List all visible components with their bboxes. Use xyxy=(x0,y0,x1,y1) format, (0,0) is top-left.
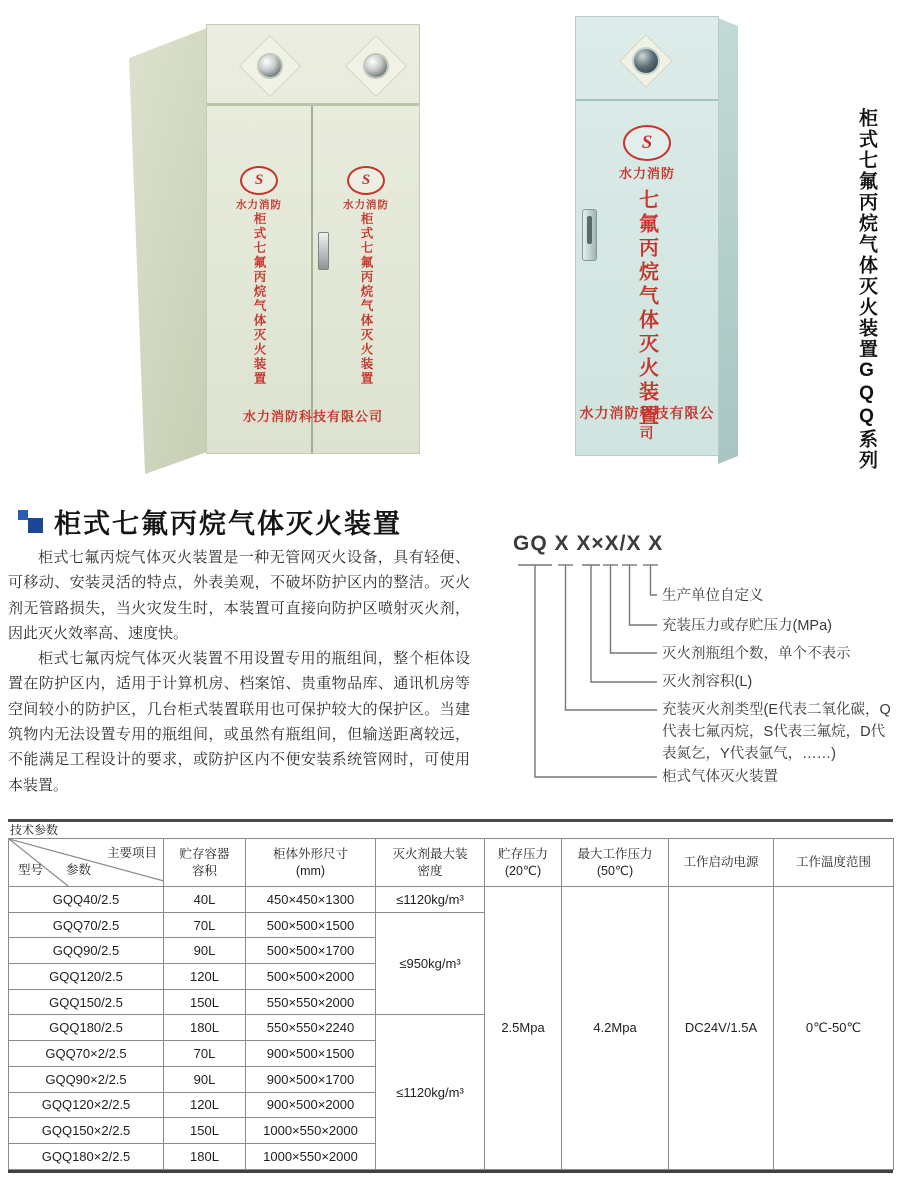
code-label: 生产单位自定义 xyxy=(662,588,764,604)
left-cabinet-doors xyxy=(207,106,419,453)
dims-cell: 500×500×1700 xyxy=(246,938,376,964)
nozzle-plate xyxy=(345,35,407,97)
table-row xyxy=(9,887,894,913)
volume-cell: 150L xyxy=(164,1118,246,1144)
corner-label-model: 型号 xyxy=(18,863,44,878)
model-cell: GQQ150/2.5 xyxy=(9,989,164,1015)
density-cell: ≤950kg/m³ xyxy=(376,912,485,1015)
brand-name: 水力消防 xyxy=(236,199,282,211)
column-header: 柜体外形尺寸 (mm) xyxy=(246,839,376,887)
nozzle-plate xyxy=(239,35,301,97)
volume-cell: 180L xyxy=(164,1015,246,1041)
section-title: 柜式七氟丙烷气体灭火装置 xyxy=(54,509,402,539)
model-cell: GQQ90/2.5 xyxy=(9,938,164,964)
dims-cell: 450×450×1300 xyxy=(246,887,376,913)
door-handle-icon xyxy=(318,232,329,270)
brand-logo-icon xyxy=(347,166,385,195)
right-cabinet-side-panel xyxy=(718,18,738,464)
volume-cell: 70L xyxy=(164,912,246,938)
model-cell: GQQ90×2/2.5 xyxy=(9,1066,164,1092)
dims-cell: 500×500×1500 xyxy=(246,912,376,938)
model-cell: GQQ180/2.5 xyxy=(9,1015,164,1041)
brand-logo xyxy=(313,166,419,212)
code-label: 柜式气体灭火装置 xyxy=(662,769,778,785)
left-cabinet-photo xyxy=(125,22,455,480)
model-cell: GQQ120/2.5 xyxy=(9,964,164,990)
start-power-cell: DC24V/1.5A xyxy=(669,887,774,1170)
volume-cell: 90L xyxy=(164,938,246,964)
density-cell: ≤1120kg/m³ xyxy=(376,887,485,913)
code-label: 灭火剂瓶组个数，单个不表示 xyxy=(662,646,851,662)
company-name: 水力消防科技有限公司 xyxy=(579,405,715,441)
right-cabinet-front xyxy=(575,16,719,456)
nozzle-knob-icon xyxy=(259,55,281,77)
column-header: 贮存压力 (20℃) xyxy=(485,839,562,887)
header-row xyxy=(9,839,894,887)
dims-cell: 900×500×1500 xyxy=(246,1041,376,1067)
left-cabinet-side-panel xyxy=(125,22,207,478)
model-cell: GQQ120×2/2.5 xyxy=(9,1092,164,1118)
column-header: 最大工作压力 (50℃) xyxy=(562,839,669,887)
model-cell: GQQ180×2/2.5 xyxy=(9,1143,164,1169)
volume-cell: 180L xyxy=(164,1143,246,1169)
corner-header-cell xyxy=(9,839,164,887)
right-cabinet-top-panel xyxy=(576,17,718,101)
dims-cell: 1000×550×2000 xyxy=(246,1118,376,1144)
company-name: 水力消防科技有限公司 xyxy=(242,409,383,424)
max-pressure-cell: 4.2Mpa xyxy=(562,887,669,1170)
door-vertical-text: 七氟丙烷气体灭火装置 xyxy=(635,189,658,429)
left-cabinet-top-panel xyxy=(207,25,419,106)
brand-logo xyxy=(576,125,718,182)
column-header: 贮存容器 容积 xyxy=(164,839,246,887)
dims-cell: 500×500×2000 xyxy=(246,964,376,990)
handle-slot xyxy=(587,216,592,244)
nozzle-knob-icon xyxy=(634,49,658,73)
nozzle-knob-icon xyxy=(365,55,387,77)
door-vertical-text: 柜式七氟丙烷气体灭火装置 xyxy=(252,212,266,386)
description-paragraphs xyxy=(8,545,470,798)
code-label: 充装压力或存贮压力(MPa) xyxy=(662,618,832,634)
column-header: 工作温度范围 xyxy=(774,839,894,887)
logo-letter: S xyxy=(361,172,371,188)
left-cabinet-front xyxy=(206,24,420,454)
right-cabinet-photo xyxy=(575,14,743,466)
logo-letter: S xyxy=(254,172,264,188)
bullet-square-small xyxy=(18,510,28,520)
corner-label-main-items: 主要项目 xyxy=(106,846,157,860)
dims-cell: 900×500×2000 xyxy=(246,1092,376,1118)
brand-logo-icon xyxy=(623,125,671,161)
brand-name: 水力消防 xyxy=(618,166,675,181)
volume-cell: 120L xyxy=(164,964,246,990)
dims-cell: 550×550×2240 xyxy=(246,1015,376,1041)
storage-pressure-cell: 2.5Mpa xyxy=(485,887,562,1170)
model-cell: GQQ70/2.5 xyxy=(9,912,164,938)
code-label: 充装灭火剂类型(E代表二氧化碳，Q代表七氟丙烷，S代表三氟烷，D代表氮乞，Y代表氩气，……) xyxy=(662,702,891,762)
model-code-text: GQ X X×X/X X xyxy=(513,532,664,555)
volume-cell: 120L xyxy=(164,1092,246,1118)
model-cell: GQQ150×2/2.5 xyxy=(9,1118,164,1144)
cabinet-door xyxy=(313,106,419,453)
column-header: 工作启动电源 xyxy=(669,839,774,887)
dims-cell: 900×500×1700 xyxy=(246,1066,376,1092)
door-vertical-text: 柜式七氟丙烷气体灭火装置 xyxy=(359,212,373,386)
temp-range-cell: 0℃-50℃ xyxy=(774,887,894,1170)
technical-parameters-table xyxy=(8,819,893,1173)
cabinet-door xyxy=(207,106,313,453)
model-cell: GQQ70×2/2.5 xyxy=(9,1041,164,1067)
dims-cell: 1000×550×2000 xyxy=(246,1143,376,1169)
brand-name: 水力消防 xyxy=(343,199,389,211)
dims-cell: 550×550×2000 xyxy=(246,989,376,1015)
nozzle-plate xyxy=(619,34,673,88)
brand-logo xyxy=(207,166,311,212)
volume-cell: 90L xyxy=(164,1066,246,1092)
series-vertical-title: 柜式七氟丙烷气体灭火装置GQQ系列 xyxy=(856,108,877,471)
logo-letter: S xyxy=(641,132,653,153)
door-handle-icon xyxy=(582,209,597,261)
density-cell: ≤1120kg/m³ xyxy=(376,1015,485,1169)
paragraph: 柜式七氟丙烷气体灭火装置不用设置专用的瓶组间，整个柜体设置在防护区内，适用于计算机房、档案馆、贵重物品库、通讯机房等空间较小的防护区，几台柜式装置联用也可保护较大的保护区。当建筑物内无法设置专用的瓶组间，或虽然有瓶组间，但输送距离较远，不能满足工程设计的要求，或防护区内不便安装系统管网时，可使用本装置。 xyxy=(8,650,470,794)
paragraph: 柜式七氟丙烷气体灭火装置是一种无管网灭火设备，具有轻便、可移动、安装灵活的特点，外表美观，不破坏防护区内的整洁。灭火剂无管路损失，当火灾发生时，本装置可直接向防护区喷射灭火剂，因此灭火效率高、速度快。 xyxy=(8,549,470,642)
bullet-square-large xyxy=(28,518,43,533)
volume-cell: 70L xyxy=(164,1041,246,1067)
model-code-diagram xyxy=(505,532,897,792)
corner-label-parameter: 参数 xyxy=(66,863,92,878)
column-header: 灭火剂最大装 密度 xyxy=(376,839,485,887)
volume-cell: 150L xyxy=(164,989,246,1015)
brand-logo-icon xyxy=(240,166,278,195)
section-bullet-icon xyxy=(18,510,44,534)
volume-cell: 40L xyxy=(164,887,246,913)
table-caption: 技术参数 xyxy=(10,823,59,837)
code-label: 灭火剂容积(L) xyxy=(662,674,753,690)
model-cell: GQQ40/2.5 xyxy=(9,887,164,913)
